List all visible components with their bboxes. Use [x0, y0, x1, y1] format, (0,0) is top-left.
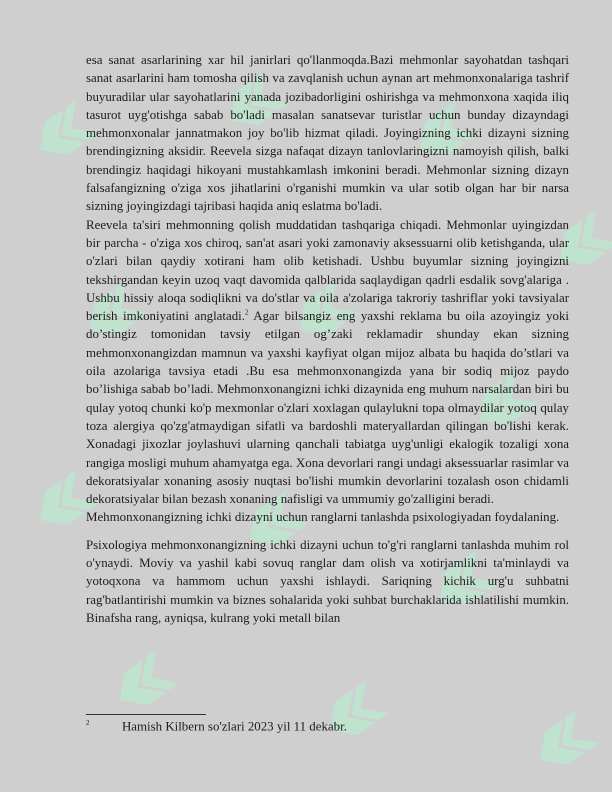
- paragraph-reevela-impact: [86, 216, 569, 509]
- paragraph-reevela-impact-continued: Agar bilsangiz eng yaxshi reklama bu oila azoyingiz yoki do’stingiz tomonidan tavsiy etilgan og’zaki reklamadir shunday ekan sizning mehmonxonangizdan mamnun va yaxshi kayfiyat olgan mijoz albata bu haqida do’stlari va oila azolariga tavsiya etadi .Bu esa mehmonxonangizda yana bir sodiq mijoz paydo bo’lishiga sabab bo’ladi. Mehmonxonangizni ichki dizaynida eng muhum narsalardan biri bu qulay yotoq chunki ko'p mexmonlar o'zlari xoxlagan qulaylukni topa olmaydilar yotoq qulay toza alergiya qo'zg'atmaydigan sifatli va bardoshli materyallardan qilingan bo'lishi kerak. Xonadagi jixozlar joylashuvi ularning qanchali tabiatga uyg'unligi ekalogik tozaligi xona rangiga mosligi muhum ahamyatga ega. Xona devorlari rangi undagi aksessuarlar rasimlar va dekoratsiyalar xonaning asosiy nuqtasi bo'lishi mumkin devorlarini tozalash oson chidamli dekoratsiyalar bilan bezash xonaning nafisligi va ummumiy go'zalligini beradi.: [86, 309, 569, 507]
- body-text: [86, 51, 569, 627]
- paragraph-art-hotels: esa sanat asarlarining xar hil janirlari qo'llanmoqda.Bazi mehmonlar sayohatdan tashqari sanat asarlarini ham tomosha qilish va zavqlanish uchun aynan art mehmonxonalariga tashrif buyuradilar ular sayohatlarini yanada jozibadorligini oshirishga va mehmonxona xaqida iliq tasurot uyg'otishga sabab bo'ladi masalan sanatsevar turistlar uchun bunday dizayndagi mehmonxonalar jannatmakon joy bo'lib hizmat qiladi. Joyingizning ichki dizayni sizning brendingizning aksidir. Reevela sizga nafaqat dizayn tanlovlaringizni namoyish qilish, balki brendingiz haqidagi hikoyani mustahkamlash imkonini beradi. Mehmonlar sizning dizayn falsafangizning o'ziga xos jihatlarini o'rganishi mumkin va ular sotib olgan har bir narsa sizning joyingizdagi tajribasi haqida aniq eslatma bo'ladi.: [86, 53, 569, 214]
- paragraph-color-psychology-heading: Mehmonxonangizning ichki dizayni uchun ranglarni tanlashda psixologiyadan foydalaning.: [86, 510, 560, 525]
- footnote-reference: 2: [244, 308, 249, 317]
- footnote-divider: [86, 714, 206, 715]
- paragraph-reevela-impact-text: Reevela ta'siri mehmonning qolish muddatidan tashqariga chiqadi. Mehmonlar uyingizdan bir parcha - o'ziga xos chiroq, san'at asari yoki zamonaviy aksessuarni olib ketishganda, ular o'zlari bilan qaydiy xotirani ham olib ketishadi. Ushbu buyumlar sizning joyingizni tekshirgandan keyin uzoq vaqt davomida qalblarida saqlaydigan qadrli esdalik sovg'alariga . Ushbu hissiy aloqa sodiqlikni va do'stlar va oila a'zolariga takroriy tashriflar yoki tavsiyalar berish imkoniyatini anglatadi.: [86, 217, 569, 324]
- footnote-text: Hamish Kilbern so'zlari 2023 yil 11 dekabr.: [122, 719, 347, 734]
- footnote-number: 2: [86, 719, 90, 727]
- footnote: [86, 719, 546, 734]
- paragraph-color-psychology: Psixologiya mehmonxonangizning ichki dizayni uchun to'g'ri ranglarni tanlashda muhim rol o'ynaydi. Moviy va yashil kabi sovuq ranglar dam olish va xotirjamlikni ta'minlaydi va yotoqxona va hammom uchun yaxshi ishlaydi. Sariqning kichik urg'u suhbatni rag'batlantirishi mumkin va biznes sohalarida yoki suhbat burchaklarida ishlatilishi mumkin. Binafsha rang, ayniqsa, kulrang yoki metall bilan: [86, 537, 569, 625]
